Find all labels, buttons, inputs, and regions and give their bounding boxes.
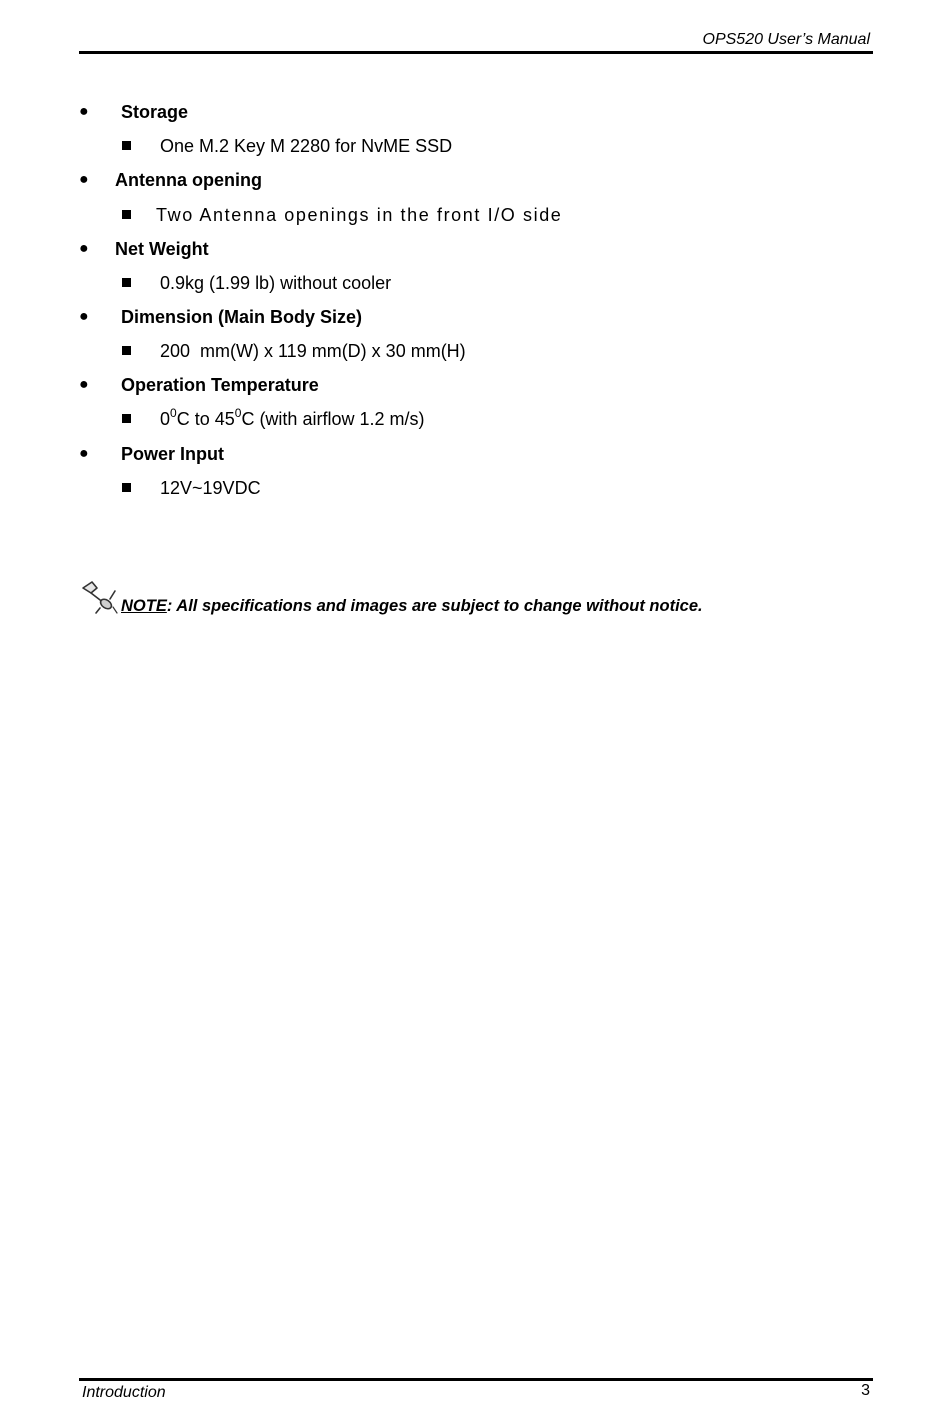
bullet-icon: ● (79, 171, 89, 188)
spec-detail (160, 406, 424, 432)
footer-rule (79, 1378, 873, 1381)
note-label: NOTE (121, 597, 167, 615)
header-rule (79, 51, 873, 54)
square-bullet-icon (122, 346, 131, 355)
spec-detail: 12V~19VDC (160, 478, 261, 498)
temperature-min: 0 (160, 409, 171, 429)
page-number: 3 (861, 1382, 870, 1399)
page-header-title: OPS520 User’s Manual (702, 31, 870, 48)
bullet-icon: ● (79, 376, 89, 393)
degree-superscript: 0 (234, 406, 242, 420)
spec-heading: Power Input (121, 444, 224, 464)
spec-heading: Operation Temperature (121, 375, 319, 395)
degree-superscript: 0 (170, 406, 177, 420)
note-body: : All specifications and images are subject to change without notice. (166, 597, 703, 615)
bullet-icon: ● (79, 445, 89, 462)
pushpin-icon (80, 579, 118, 615)
spec-detail: One M.2 Key M 2280 for NvME SSD (160, 136, 453, 156)
square-bullet-icon (122, 278, 131, 287)
bullet-icon: ● (79, 240, 89, 257)
square-bullet-icon (122, 483, 131, 492)
temperature-note: C (with airflow 1.2 m/s) (241, 409, 425, 429)
spec-heading: Dimension (Main Body Size) (121, 307, 363, 327)
square-bullet-icon (122, 210, 131, 219)
bullet-icon: ● (79, 103, 89, 120)
spec-heading: Storage (121, 102, 189, 122)
spec-detail: Two Antenna openings in the front I/O side (156, 205, 563, 225)
footer-section-title: Introduction (82, 1384, 166, 1401)
bullet-icon: ● (79, 308, 89, 325)
temperature-range: C to 45 (176, 409, 235, 429)
spec-heading: Antenna opening (115, 170, 262, 190)
spec-heading: Net Weight (115, 239, 209, 259)
square-bullet-icon (122, 414, 131, 423)
square-bullet-icon (122, 141, 131, 150)
spec-detail: 200 mm(W) x 119 mm(D) x 30 mm(H) (160, 341, 466, 361)
note-text (121, 597, 703, 616)
spec-detail: 0.9kg (1.99 lb) without cooler (160, 273, 392, 293)
